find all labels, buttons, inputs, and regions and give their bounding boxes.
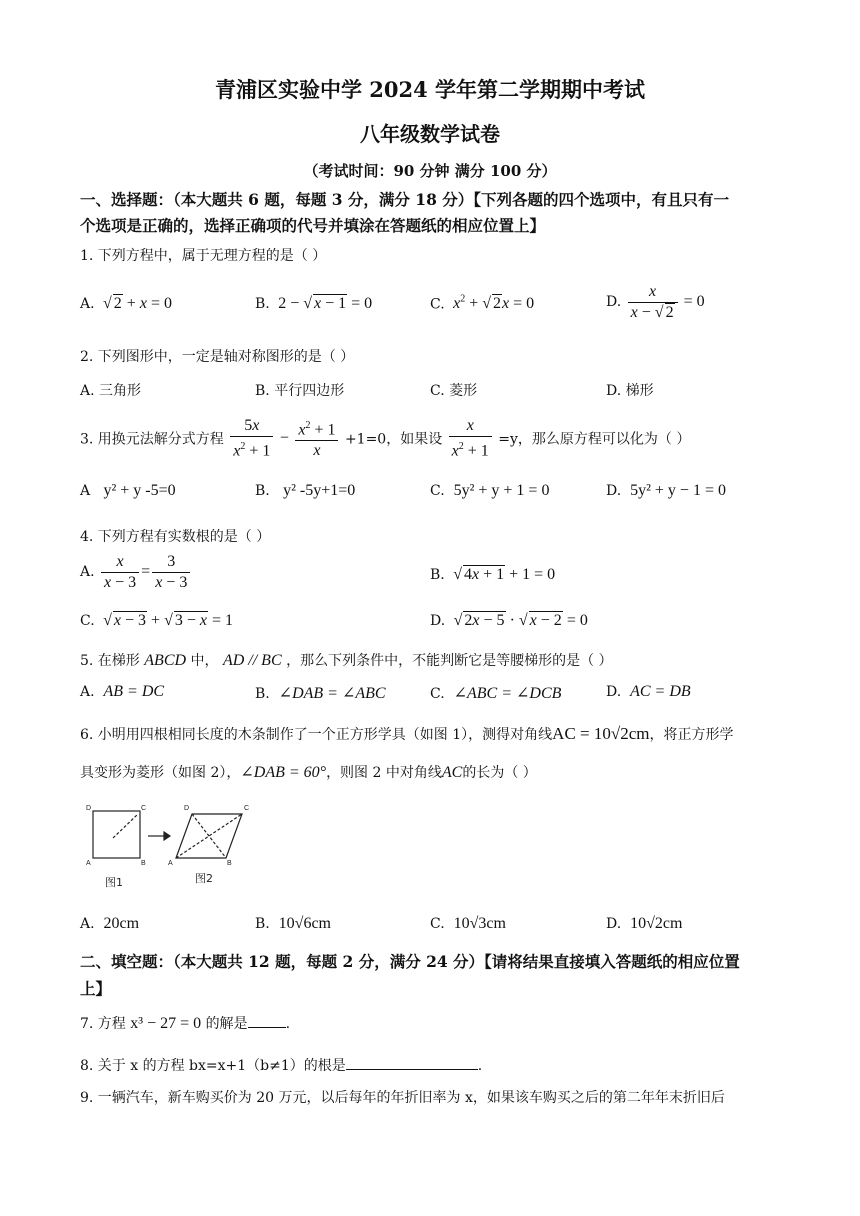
q3-d-text: 5y² + y − 1 = 0 xyxy=(630,482,726,499)
q3-stem-mid: +1=0，如果设 xyxy=(344,431,443,448)
q6-line1-end: ，将正方形学 xyxy=(649,727,734,743)
q1-b-label: B. xyxy=(255,296,270,312)
q5-stem xyxy=(80,650,613,670)
q4-option-d[interactable] xyxy=(430,611,588,630)
q1-option-b[interactable] xyxy=(255,294,372,313)
q6-option-a[interactable] xyxy=(80,915,139,933)
q5-abcd: ABCD xyxy=(144,652,187,669)
q7-end: 的解是 xyxy=(205,1016,248,1032)
q5-b-text: ∠DAB = ∠ABC xyxy=(278,685,386,702)
q6-d-label: D. xyxy=(606,916,622,932)
q6-c-label: C. xyxy=(430,916,445,932)
q1-d-math: $\frac{x}{x - √ 2}$ = 0 xyxy=(626,293,705,310)
q8 xyxy=(80,1055,482,1075)
q6-line2-math: ∠DAB = 60° xyxy=(240,764,327,781)
q9-text: 9. 一辆汽车，新车购买价为 20 万元，以后每年的年折旧率为 x，如果该车购买之后的第二年年末折旧后 xyxy=(80,1090,725,1106)
q4-b-label: B. xyxy=(430,567,445,583)
q1-a-label: A. xyxy=(80,296,95,312)
q4-a-math: $\frac{x}{x - 3}$ = $\frac{3}{x - 3}$ xyxy=(99,563,192,580)
q8-tail: . xyxy=(477,1058,483,1074)
q1-c-math: $x^2$ + √ 2x = 0 xyxy=(449,295,534,312)
svg-text:D: D xyxy=(86,805,92,812)
q1-d-label: D. xyxy=(606,294,622,311)
q1-option-c[interactable] xyxy=(430,294,534,313)
q5-a-label: A. xyxy=(80,684,95,700)
q3-a-label: A xyxy=(80,483,91,499)
q3-a-text: y² + y -5=0 xyxy=(103,482,176,499)
q3-fraction-2: $\frac{x^2 + 1}{x}$ xyxy=(295,416,338,461)
q3-option-d[interactable] xyxy=(606,482,726,500)
q3-fraction-1: $\frac{5x}{x^2 + 1}$ xyxy=(230,416,273,461)
q5-stem-mid: 中， xyxy=(190,653,219,669)
q3-b-label: B. xyxy=(255,483,270,499)
exam-info: （考试时间：90 分钟 满分 100 分） xyxy=(303,162,557,180)
q6-a-label: A. xyxy=(80,916,95,932)
q5-stem-start: 5. 在梯形 xyxy=(80,653,140,669)
q5-a-text: AB = DC xyxy=(103,683,165,700)
q5-b-label: B. xyxy=(255,686,270,702)
q6-line1-start: 6. 小明用四根相同长度的木条制作了一个正方形学具（如图 1），测得对角线 xyxy=(80,727,553,743)
q6-line2-end: 的长为（ ） xyxy=(462,765,537,781)
q4-option-a[interactable] xyxy=(80,552,192,593)
q1-option-a[interactable] xyxy=(80,294,172,313)
section1-heading-line2: 个选项是正确的，选择正确项的代号并填涂在答题纸的相应位置上】 xyxy=(80,216,546,235)
q6-d-text: 10√2cm xyxy=(630,915,683,932)
q6-line2-mid: ，则图 2 中对角线 xyxy=(326,765,442,781)
q4-option-c[interactable] xyxy=(80,611,233,630)
q7 xyxy=(80,1013,290,1033)
q6-figure xyxy=(80,798,280,893)
exam-subtitle: 八年级数学试卷 xyxy=(360,122,500,146)
q2-option-c[interactable]: C. 菱形 xyxy=(430,383,478,399)
arrow-icon xyxy=(148,832,170,840)
q8-answer-blank[interactable] xyxy=(346,1069,478,1070)
q4-d-math: √ 2x − 5 · √ x − 2 = 0 xyxy=(450,612,588,629)
q8-text: 8. 关于 x 的方程 bx=x+1（b≠1）的根是 xyxy=(80,1058,346,1074)
svg-text:A: A xyxy=(86,860,91,867)
q3-stem-end: =y，那么原方程可以化为（ ） xyxy=(498,431,691,448)
q3-stem-start: 3. 用换元法解分式方程 xyxy=(80,431,224,448)
svg-text:D: D xyxy=(184,805,190,812)
q4-b-math: √ 4x + 1 + 1 = 0 xyxy=(449,566,555,583)
q6-line1 xyxy=(80,724,733,744)
q2-option-a[interactable]: A. 三角形 xyxy=(80,383,142,399)
q1-stem: 1. 下列方程中，属于无理方程的是（ ） xyxy=(80,248,327,264)
q6-option-d[interactable] xyxy=(606,915,682,933)
svg-text:A: A xyxy=(168,860,173,867)
q5-condition: AD // BC xyxy=(222,652,282,669)
figure1-square xyxy=(93,811,140,858)
q2-stem: 2. 下列图形中，一定是轴对称图形的是（ ） xyxy=(80,349,355,365)
svg-text:B: B xyxy=(141,860,146,867)
q3-option-b[interactable] xyxy=(255,482,355,500)
q4-a-label: A. xyxy=(80,564,95,581)
q6-line2 xyxy=(80,762,537,782)
q3-c-label: C. xyxy=(430,483,445,499)
q3-b-text: y² -5y+1=0 xyxy=(283,482,356,499)
q4-option-b[interactable] xyxy=(430,565,555,584)
svg-text:B: B xyxy=(227,860,232,867)
q7-start: 7. 方程 xyxy=(80,1016,126,1032)
exam-title: 青浦区实验中学 2024 学年第二学期期中考试 xyxy=(214,77,646,102)
q6-b-text: 10√6cm xyxy=(278,915,331,932)
q3-option-a[interactable] xyxy=(80,482,176,500)
q1-b-math: 2 − √ x − 1 = 0 xyxy=(274,295,372,312)
figure2-rhombus xyxy=(176,814,242,858)
section2-heading-line2: 上】 xyxy=(80,979,112,998)
q5-c-label: C. xyxy=(430,686,445,702)
q1-c-label: C. xyxy=(430,296,445,313)
q1-option-d[interactable] xyxy=(606,282,705,323)
q2-option-d[interactable]: D. 梯形 xyxy=(606,383,654,399)
q6-line2-start: 具变形为菱形（如图 2）， xyxy=(80,765,241,781)
q3-stem: 3. 用换元法解分式方程 $\frac{5x}{x^2 + 1}$ − $\frac{x^2 + 1}{x}$ +1=0，如果设 $\frac{x}{x^2 + 1}$ =y，那么原方程可以化为（ ） xyxy=(80,417,691,460)
q6-b-label: B. xyxy=(255,916,270,932)
q4-d-label: D. xyxy=(430,613,446,629)
q4-stem: 4. 下列方程有实数根的是（ ） xyxy=(80,529,271,545)
q6-line1-math: AC = 10√2cm xyxy=(552,724,650,743)
svg-text:C: C xyxy=(141,805,147,812)
q5-option-b[interactable] xyxy=(255,683,386,703)
svg-text:C: C xyxy=(244,805,250,812)
q3-fraction-3: $\frac{x}{x^2 + 1}$ xyxy=(449,416,492,461)
q4-c-math: √ x − 3 + √ 3 − x = 1 xyxy=(99,612,233,629)
q6-c-text: 10√3cm xyxy=(453,915,506,932)
q4-c-label: C. xyxy=(80,613,95,629)
q5-d-text: AC = DB xyxy=(630,683,691,700)
section1-heading-line1: 一、选择题：（本大题共 6 题，每题 3 分，满分 18 分）【下列各题的四个选项中，有且只有一 xyxy=(80,190,730,209)
q3-option-c[interactable] xyxy=(430,482,549,500)
q6-a-text: 20cm xyxy=(103,915,140,932)
figure1-caption: 图1 xyxy=(105,876,123,889)
section2-heading-line1: 二、填空题：（本大题共 12 题，每题 2 分，满分 24 分）【请将结果直接填入答题纸的相应位置 xyxy=(80,952,740,971)
q5-stem-end: ，那么下列条件中，不能判断它是等腰梯形的是（ ） xyxy=(286,653,613,669)
q5-d-label: D. xyxy=(606,684,622,700)
q1-a-math: √ 2 + x = 0 xyxy=(99,295,172,312)
figure2-caption: 图2 xyxy=(195,872,213,885)
q3-c-text: 5y² + y + 1 = 0 xyxy=(453,482,550,499)
q6-option-c[interactable] xyxy=(430,915,506,933)
q3-d-label: D. xyxy=(606,483,622,499)
q6-line2-ac: AC xyxy=(441,764,463,781)
q7-math: x³ − 27 = 0 xyxy=(130,1015,202,1032)
q7-tail: . xyxy=(285,1016,291,1032)
q6-option-b[interactable] xyxy=(255,915,331,933)
q2-option-b[interactable]: B. 平行四边形 xyxy=(255,383,345,399)
q5-option-c[interactable] xyxy=(430,683,561,703)
q5-option-d[interactable] xyxy=(606,683,691,701)
q5-option-a[interactable] xyxy=(80,683,164,701)
q7-answer-blank[interactable] xyxy=(248,1027,286,1028)
q5-c-text: ∠ABC = ∠DCB xyxy=(453,685,562,702)
